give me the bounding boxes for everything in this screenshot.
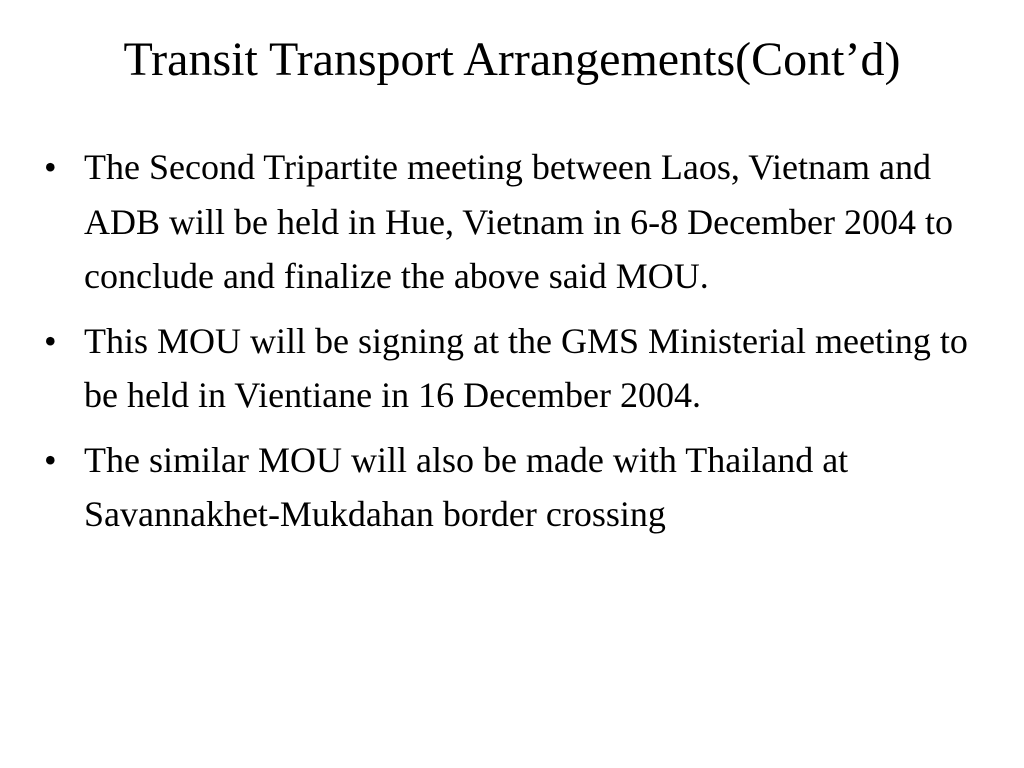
bullet-text: The Second Tripartite meeting between Laos, Vietnam and ADB will be held in Hue, Vietnam in 6-8 December 2004 to conclude and finalize the above said MOU. (84, 147, 953, 296)
bullet-dot-icon: • (44, 147, 57, 187)
bullet-item (44, 314, 974, 423)
bullet-dot-icon: • (44, 439, 57, 480)
bullet-text: The similar MOU will also be made with Thailand at Savannakhet-Mukdahan border crossing (84, 439, 849, 534)
bullet-text: This MOU will be signing at the GMS Ministerial meeting to be held in Vientiane in 16 December 2004. (84, 320, 968, 415)
bullet-dot-icon: • (44, 320, 57, 361)
bullet-item (44, 433, 974, 542)
slide-title: Transit Transport Arrangements(Cont’d) (123, 33, 901, 86)
bullet-list (44, 140, 974, 552)
bullet-item (44, 140, 974, 304)
